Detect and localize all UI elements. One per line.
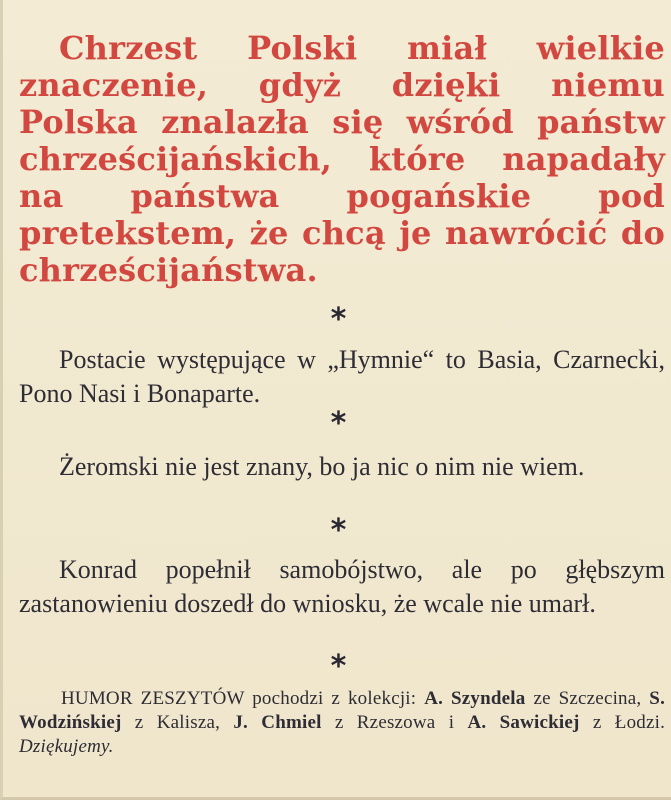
lead-paragraph — [19, 30, 665, 289]
paragraph-hymn-text: Postacie występujące w „Hymnie“ to Basia, Czarnecki, Pono Nasi i Bonaparte. — [19, 345, 665, 408]
separator-asterisk: * — [330, 302, 347, 337]
separator-asterisk: * — [330, 513, 347, 548]
paragraph-konrad-text: Konrad popełnił samobójstwo, ale po głębszym zastanowieniu doszedł do wniosku, że wcale nie umarł. — [19, 555, 665, 618]
credit-name-4: A. Sawickiej — [467, 712, 580, 733]
credit-name-1: A. Szyndela — [424, 688, 526, 709]
credit-city-1: ze Szczecina, — [533, 688, 642, 709]
credit-city-3: z Rzeszowa i — [334, 712, 455, 733]
credits-paragraph — [19, 687, 665, 759]
credit-city-2: z Kalisza, — [134, 712, 221, 733]
separator-asterisk: * — [330, 649, 347, 684]
paragraph-hymn — [19, 343, 665, 411]
lead-text: Chrzest Polski miał wielkie znaczenie, gdyż dzięki niemu Polska znalazła się wśród państw chrześcijańskich, które napadały na państwa pogańskie pod pretekstem, że chcą je nawrócić do chrześcijaństwa. — [19, 29, 665, 289]
paragraph-zeromski — [19, 450, 665, 484]
paragraph-konrad — [19, 553, 665, 621]
paragraph-zeromski-text: Żeromski nie jest znany, bo ja nic o nim nie wiem. — [59, 452, 585, 481]
credit-name-2: S. Wodzińskiej — [19, 688, 666, 733]
credit-city-4: z Łodzi. — [592, 712, 666, 733]
separator-asterisk: * — [330, 406, 347, 441]
credit-name-3: J. Chmiel — [233, 712, 322, 733]
credits-intro: HUMOR ZESZYTÓW pochodzi z kolekcji: — [61, 688, 417, 709]
credits-thanks: Dziękujemy. — [19, 736, 114, 757]
